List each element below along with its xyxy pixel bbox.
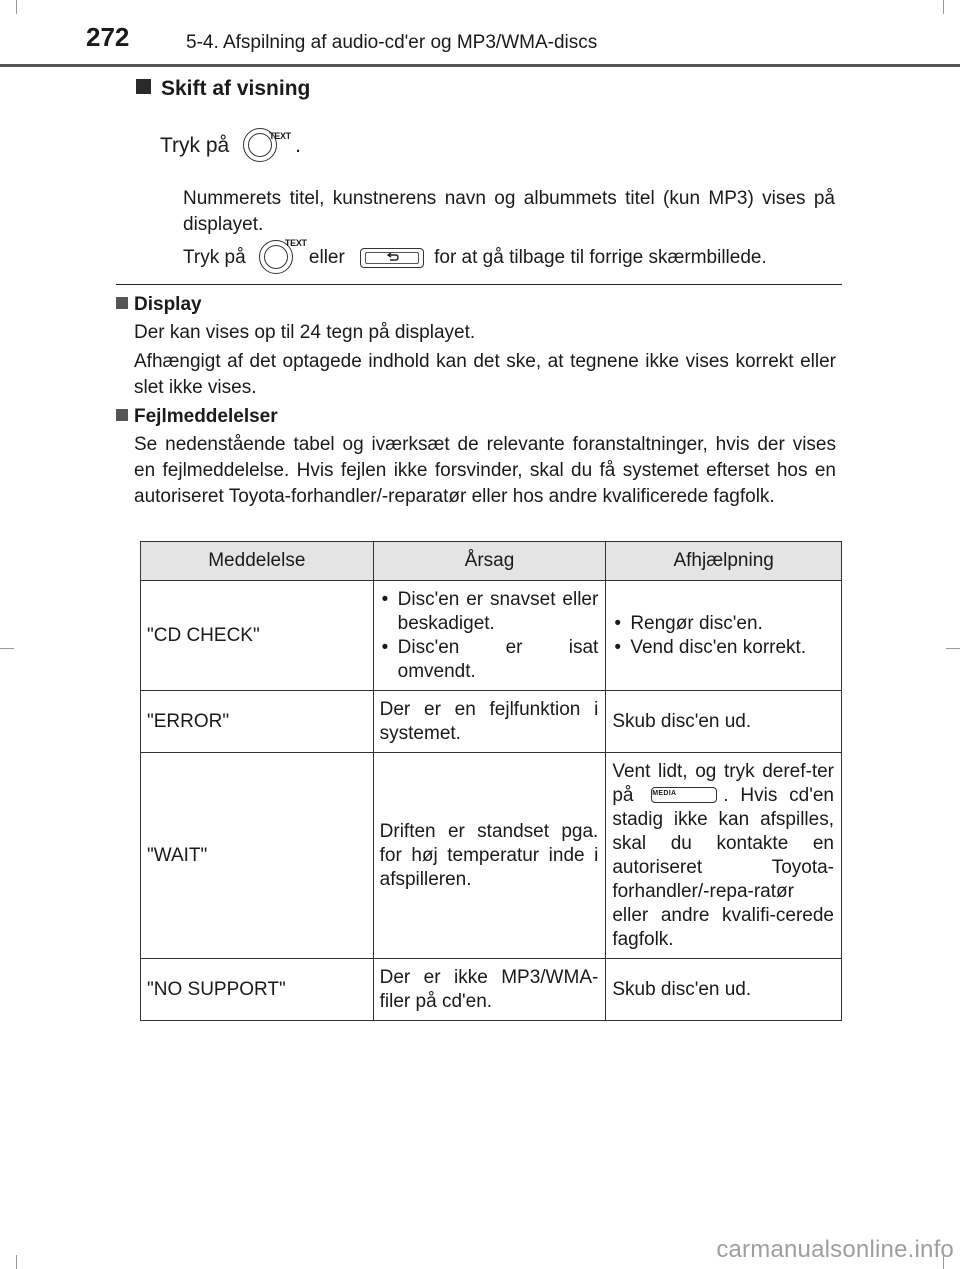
- note-title: Fejlmeddelelser: [134, 406, 278, 427]
- square-bullet-icon: [116, 409, 128, 421]
- section-divider: [116, 284, 842, 285]
- note-paragraph: Der kan vises op til 24 tegn på displayet.: [134, 322, 476, 343]
- knob-label: TEXT: [269, 131, 291, 142]
- table-row: [141, 691, 842, 753]
- back-arrow-icon: [386, 252, 400, 262]
- section-description: Nummerets titel, kunstnerens navn og albummets titel (kun MP3) vises på displayet.: [183, 188, 835, 235]
- note-heading-errors: [116, 405, 278, 429]
- instruction-suffix: .: [295, 134, 301, 157]
- instruction-line: [160, 126, 301, 166]
- back-button-icon: [360, 248, 424, 268]
- table-row: [141, 753, 842, 959]
- column-header: Meddelelse: [141, 542, 374, 581]
- media-button-label: MEDIA: [652, 789, 677, 797]
- cause-cell: Der er en fejlfunktion i systemet.: [373, 691, 606, 753]
- chapter-title: 5-4. Afspilning af audio-cd'er og MP3/WMA-discs: [186, 32, 598, 53]
- page-header: [0, 0, 960, 64]
- list-item: • Disc'en er isat omvendt.: [380, 636, 599, 684]
- remedy-prefix: Vent lidt, og tryk deref-ter på: [612, 760, 834, 806]
- remedy-cell: [606, 581, 842, 691]
- instruction-prefix: Tryk på: [160, 134, 230, 157]
- crop-mark: [16, 1255, 17, 1269]
- crop-mark: [0, 648, 14, 649]
- list-item: • Disc'en er snavset eller beskadiget.: [380, 588, 599, 636]
- header-divider: [0, 64, 960, 67]
- message-cell: "ERROR": [141, 691, 374, 753]
- square-bullet-icon: [136, 79, 151, 94]
- remedy-suffix: . Hvis cd'en stadig ikke kan afspilles, skal du kontakte en autoriseret Toyota-forhandler/-repa-ratør eller andre kvalifi-cerede fagfolk.: [612, 784, 834, 950]
- knob-label: TEXT: [284, 238, 307, 248]
- back-prefix: Tryk på: [183, 247, 246, 269]
- message-cell: "CD CHECK": [141, 581, 374, 691]
- message-cell: "NO SUPPORT": [141, 959, 374, 1021]
- cause-cell: Driften er standset pga. for høj temperatur inde i afspilleren.: [373, 753, 606, 959]
- section-heading-text: Skift af visning: [161, 77, 311, 100]
- error-table: [140, 541, 842, 1021]
- watermark: carmanualsonline.info: [716, 1236, 954, 1263]
- text-knob-icon: [257, 238, 307, 278]
- square-bullet-icon: [116, 297, 128, 309]
- message-cell: "WAIT": [141, 753, 374, 959]
- column-header: Årsag: [373, 542, 606, 581]
- cause-cell: [373, 581, 606, 691]
- text-knob-icon: [241, 126, 291, 166]
- media-button-icon: [651, 787, 717, 803]
- note-paragraph: Se nedenstående tabel og iværksæt de relevante foranstaltninger, hvis der vises en fejlmeddelelse. Hvis fejlen ikke forsvinder, skal du få systemet efterset hos en autoriseret Toyota-forhandler/-reparatør eller hos andre kvalificerede fagfolk.: [134, 434, 836, 507]
- section-heading: [136, 77, 310, 101]
- cause-cell: Der er ikke MP3/WMA-filer på cd'en.: [373, 959, 606, 1021]
- back-suffix: for at gå tilbage til forrige skærmbillede.: [434, 247, 767, 269]
- note-title: Display: [134, 294, 202, 315]
- table-header-row: [141, 542, 842, 581]
- note-heading-display: [116, 293, 202, 317]
- crop-mark: [946, 648, 960, 649]
- list-item: • Rengør disc'en.: [612, 612, 834, 636]
- column-header: Afhjælpning: [606, 542, 842, 581]
- back-instruction: [183, 238, 767, 278]
- remedy-cell: [606, 753, 842, 959]
- remedy-cell: Skub disc'en ud.: [606, 691, 842, 753]
- back-or: eller: [308, 247, 345, 269]
- note-paragraph: Afhængigt af det optagede indhold kan det ske, at tegnene ikke vises korrekt eller slet ikke vises.: [134, 351, 836, 398]
- remedy-cell: Skub disc'en ud.: [606, 959, 842, 1021]
- page-number: 272: [86, 22, 130, 52]
- table-row: [141, 581, 842, 691]
- table-row: [141, 959, 842, 1021]
- list-item: • Vend disc'en korrekt.: [612, 636, 834, 660]
